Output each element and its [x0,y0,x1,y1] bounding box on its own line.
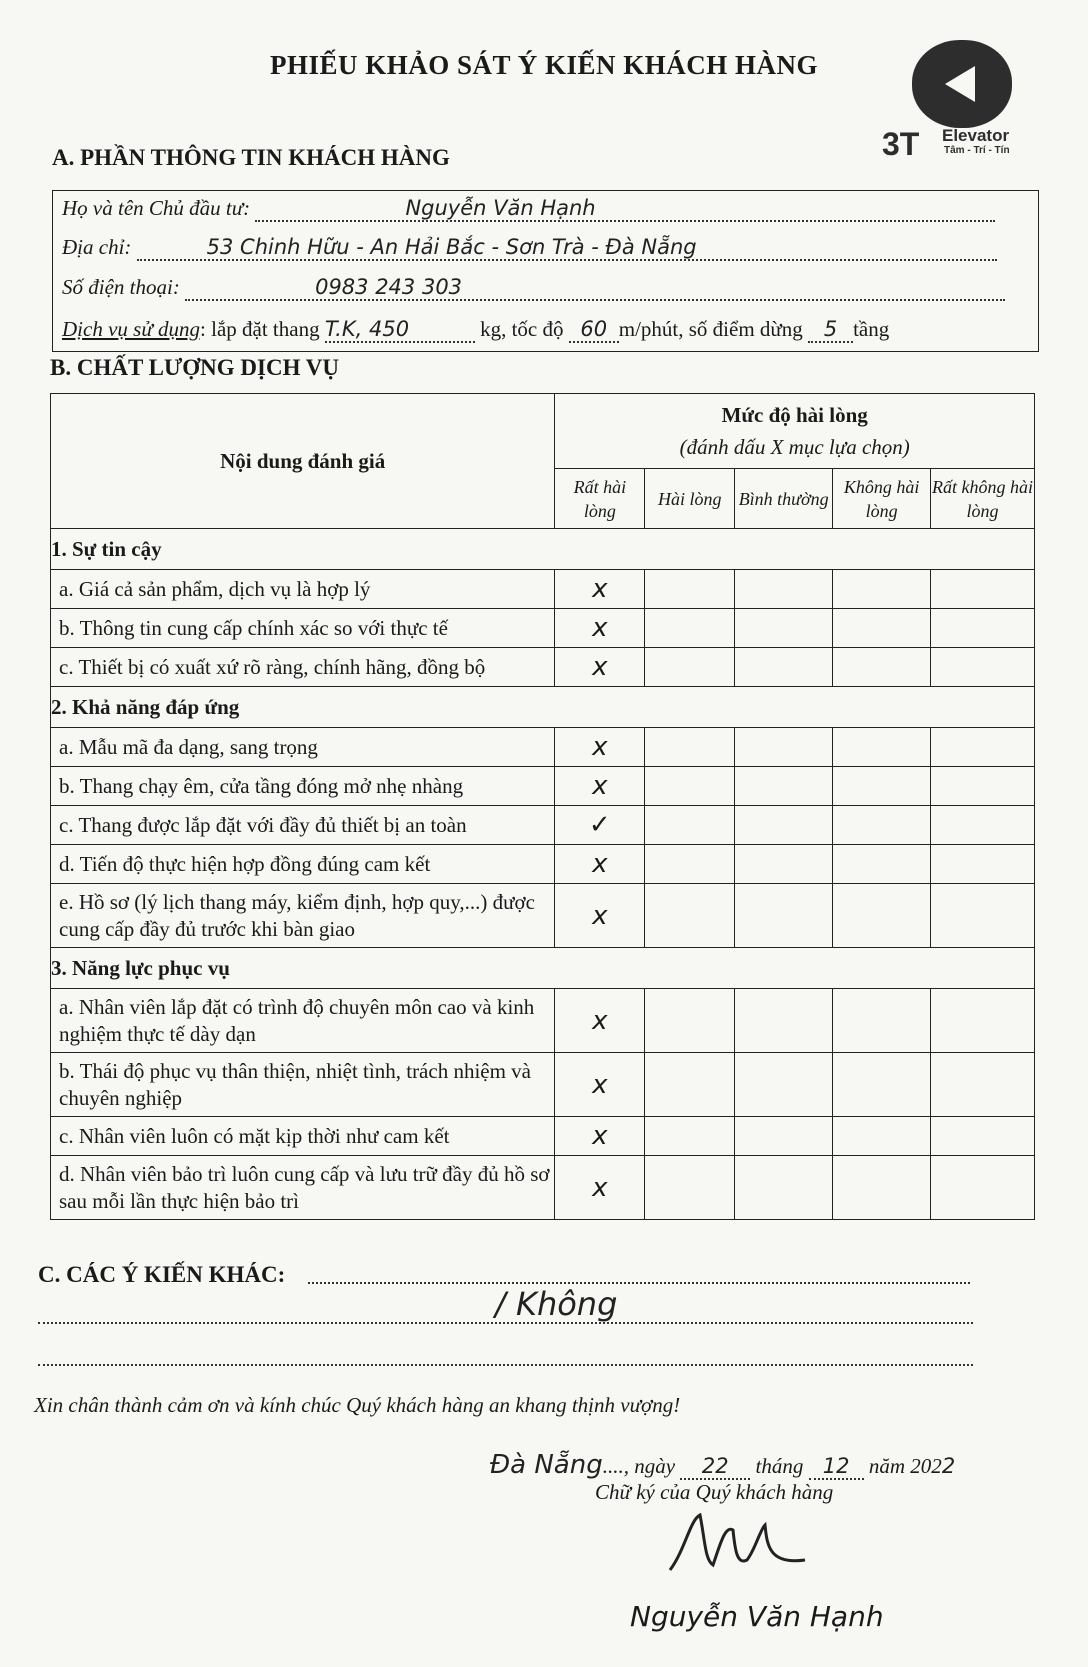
empty-cell[interactable] [645,1156,735,1220]
form-title: PHIẾU KHẢO SÁT Ý KIẾN KHÁCH HÀNG [269,50,819,80]
logo-tagline: Tâm - Trí - Tín [944,145,1010,156]
mark-cell[interactable]: x [555,989,645,1053]
empty-cell[interactable] [833,767,931,806]
service-text: : lắp đặt thang [200,317,320,341]
empty-cell[interactable] [931,728,1035,767]
mark-cell[interactable]: x [555,1117,645,1156]
load-unit: kg, tốc độ [480,317,564,341]
logo-mark-text: 3T [882,126,920,162]
service-type-field[interactable] [325,317,475,343]
speed-field[interactable]: 60 [569,317,619,343]
table-row [51,728,1035,767]
level-very-satisfied: Rất hài lòng [555,469,645,529]
empty-cell[interactable] [735,1156,833,1220]
empty-cell[interactable] [735,884,833,948]
address-label: Địa chỉ: [62,235,132,259]
other-comments-line-1[interactable] [308,1270,970,1284]
empty-cell[interactable] [931,1053,1035,1117]
owner-row [62,196,995,222]
table-row [51,806,1035,845]
level-satisfied: Hài lòng [645,469,735,529]
empty-cell[interactable] [833,1053,931,1117]
signature-label: Chữ ký của Quý khách hàng [595,1480,834,1504]
empty-cell[interactable] [833,884,931,948]
group-service-capacity: 3. Năng lực phục vụ [51,948,1035,989]
item-text: a. Mẫu mã đa dạng, sang trọng [51,728,555,767]
empty-cell[interactable] [735,1117,833,1156]
service-type: T.K, [324,317,363,341]
empty-cell[interactable] [833,806,931,845]
empty-cell[interactable] [735,1053,833,1117]
empty-cell[interactable] [645,845,735,884]
empty-cell[interactable] [735,845,833,884]
empty-cell[interactable] [833,989,931,1053]
other-comments-handwriting: / Không [495,1285,618,1323]
table-row [51,1053,1035,1117]
item-text: b. Thái độ phục vụ thân thiện, nhiệt tình, trách nhiệm và chuyên nghiệp [51,1053,555,1117]
group-reliability: 1. Sự tin cậy [51,529,1035,570]
mark-cell[interactable]: x [555,1053,645,1117]
item-text: b. Thang chạy êm, cửa tầng đóng mở nhẹ nhàng [51,767,555,806]
mark-cell[interactable]: ✓ [555,806,645,845]
empty-cell[interactable] [735,767,833,806]
table-row [51,845,1035,884]
empty-cell[interactable] [931,609,1035,648]
empty-cell[interactable] [735,806,833,845]
empty-cell[interactable] [645,1053,735,1117]
empty-cell[interactable] [735,570,833,609]
mark-cell[interactable]: x [555,767,645,806]
empty-cell[interactable] [645,989,735,1053]
year-digit[interactable]: 2 [941,1454,956,1478]
thank-you-note: Xin chân thành cảm ơn và kính chúc Quý khách hàng an khang thịnh vượng! [34,1393,681,1417]
phone-label: Số điện thoại: [62,275,180,299]
empty-cell[interactable] [645,806,735,845]
month-field[interactable]: 12 [809,1454,864,1480]
empty-cell[interactable] [735,989,833,1053]
item-text: a. Nhân viên lắp đặt có trình độ chuyên môn cao và kinh nghiệm thực tế dày dạn [51,989,555,1053]
mark-cell[interactable]: x [555,609,645,648]
item-text: d. Tiến độ thực hiện hợp đồng đúng cam kết [51,845,555,884]
empty-cell[interactable] [645,609,735,648]
section-a-heading: A. PHẦN THÔNG TIN KHÁCH HÀNG [52,145,450,170]
empty-cell[interactable] [735,609,833,648]
item-text: c. Thang được lắp đặt với đầy đủ thiết bị an toàn [51,806,555,845]
empty-cell[interactable] [833,845,931,884]
speed-unit: m/phút, số điểm dừng [618,317,803,341]
item-text: b. Thông tin cung cấp chính xác so với thực tế [51,609,555,648]
address-row [62,235,997,261]
level-normal: Bình thường [735,469,833,529]
satisfaction-header [555,394,1035,469]
logo-word: Elevator [942,126,1010,145]
empty-cell[interactable] [931,1117,1035,1156]
empty-cell[interactable] [645,728,735,767]
empty-cell[interactable] [645,1117,735,1156]
day-label: ngày [634,1454,676,1478]
table-row [51,609,1035,648]
section-b-heading: B. CHẤT LƯỢNG DỊCH VỤ [50,355,340,380]
load-value: 450 [369,317,410,341]
empty-cell[interactable] [931,648,1035,687]
item-text: e. Hồ sơ (lý lịch thang máy, kiểm định, hợp quy,...) được cung cấp đầy đủ trước khi bàn giao [51,884,555,948]
other-comments-line-2[interactable] [38,1310,973,1324]
elevator-logo-icon [912,40,1012,128]
table-row [51,767,1035,806]
item-text: c. Nhân viên luôn có mặt kịp thời như cam kết [51,1117,555,1156]
stops-field[interactable]: 5 [808,317,853,343]
table-header-row [51,394,1035,469]
empty-cell[interactable] [931,884,1035,948]
empty-cell[interactable] [931,989,1035,1053]
service-label: Dịch vụ sử dụng [62,317,201,341]
empty-cell[interactable] [931,806,1035,845]
address-field[interactable]: 53 Chinh Hữu - An Hải Bắc - Sơn Trà - Đà Nẵng [137,235,997,261]
empty-cell[interactable] [735,648,833,687]
other-comments-line-3[interactable] [38,1352,973,1366]
level-unsatisfied: Không hài lòng [833,469,931,529]
company-logo [882,40,1042,160]
content-column-header: Nội dung đánh giá [51,394,555,529]
phone-field[interactable]: 0983 243 303 [185,275,1005,301]
table-row [51,989,1035,1053]
empty-cell[interactable] [645,767,735,806]
section-c-heading: C. CÁC Ý KIẾN KHÁC: [38,1262,286,1287]
group-responsiveness: 2. Khả năng đáp ứng [51,687,1035,728]
owner-field[interactable]: Nguyễn Văn Hạnh [255,196,995,222]
table-row [51,648,1035,687]
phone-row [62,275,1005,301]
stops-unit: tầng [853,317,890,341]
empty-cell[interactable] [833,609,931,648]
mark-cell[interactable]: x [555,884,645,948]
table-row [51,570,1035,609]
mark-cell[interactable]: x [555,648,645,687]
table-row [51,884,1035,948]
signature-name: Nguyễn Văn Hạnh [630,1600,884,1633]
empty-cell[interactable] [645,570,735,609]
group-row [51,948,1035,989]
empty-cell[interactable] [833,1156,931,1220]
level-very-unsatisfied: Rất không hài lòng [931,469,1035,529]
empty-cell[interactable] [833,728,931,767]
satisfaction-note: (đánh dấu X mục lựa chọn) [679,435,910,459]
empty-cell[interactable] [931,570,1035,609]
empty-cell[interactable] [645,884,735,948]
day-field[interactable]: 22 [680,1454,750,1480]
empty-cell[interactable] [735,728,833,767]
empty-cell[interactable] [931,1156,1035,1220]
empty-cell[interactable] [833,1117,931,1156]
date-place: Đà Nẵng [490,1450,603,1480]
item-text: a. Giá cả sản phẩm, dịch vụ là hợp lý [51,570,555,609]
table-row [51,1117,1035,1156]
satisfaction-title: Mức độ hài lòng [721,403,868,427]
item-text: c. Thiết bị có xuất xứ rõ ràng, chính hãng, đồng bộ [51,648,555,687]
mark-cell[interactable]: x [555,845,645,884]
empty-cell[interactable] [833,648,931,687]
survey-table [50,393,1035,1220]
group-row [51,687,1035,728]
date-line: Đà Nẵng...., ngày 22 tháng 12 năm 2022 [490,1450,956,1480]
mark-cell[interactable]: x [555,1156,645,1220]
mark-cell[interactable]: x [555,570,645,609]
group-row [51,529,1035,570]
mark-cell[interactable]: x [555,728,645,767]
owner-label: Họ và tên Chủ đầu tư: [62,196,251,220]
empty-cell[interactable] [931,845,1035,884]
service-row [62,317,889,343]
empty-cell[interactable] [931,767,1035,806]
empty-cell[interactable] [645,648,735,687]
signature-scribble [665,1510,815,1580]
month-label: tháng [755,1454,804,1478]
empty-cell[interactable] [833,570,931,609]
table-row [51,1156,1035,1220]
item-text: d. Nhân viên bảo trì luôn cung cấp và lưu trữ đầy đủ hồ sơ sau mỗi lần thực hiện bảo trì [51,1156,555,1220]
year-label: năm 202 [868,1454,942,1478]
